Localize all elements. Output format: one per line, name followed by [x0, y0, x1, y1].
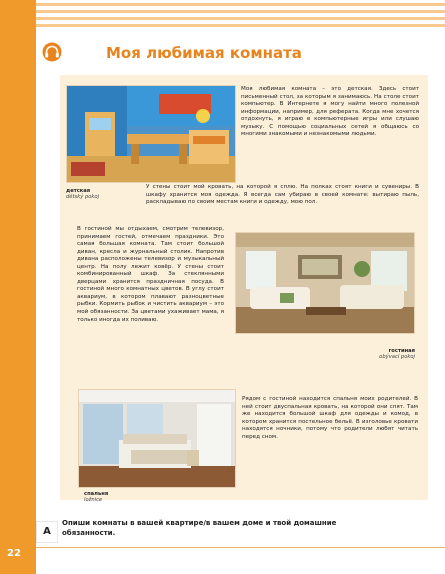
page-title: Моя любимая комната — [106, 44, 302, 62]
paragraph-kids-room-2: У стены стоит мой кровать, на которой я сплю. На полках стоят книги и сувениры. В шкафу хранится моя одежда. Я всегда сам убираю в своей комнате: вытираю пыль, раскладываю по своим местам книги и одежду, мою пол. — [146, 184, 419, 206]
paragraph-kids-room: Моя любимая комната – это детская. Здесь стоит письменный стол, за которым я занимаюсь. На столе стоит компьютер. В Интернете я могу найти много полезной информации, например, для реферата. Когда мне хочется отдохнуть, я играю в компьютерные игры или слушаю музыку. С помощью социальных сетей я общаюсь со многими знакомыми и незнакомыми людьми. — [241, 86, 419, 138]
bedroom-photo — [78, 389, 236, 488]
top-stripes — [36, 0, 445, 30]
paragraph-living-room: В гостиной мы отдыхаем, смотрим телевизор, принимаем гостей, отмечаем праздники. Это самая большая комната. Там стоит большой диван, кресла и журнальный столик. Напротив дивана расположены телевизор и музыкальный центр. На полу лежит ковёр. У стены стоит комбинированный шкаф. За стеклянными дверцами хранится праздничная посуда. В гостиной много комнатных цветов. В углу стоит аквариум, в котором плавают разноцветные рыбки. Кормить рыбок и чистить аквариум – это мой обязанности. За цветами ухаживает мама, я только иногда их поливаю. — [77, 226, 224, 323]
headphones-icon — [42, 42, 62, 62]
page-number: 22 — [7, 548, 21, 559]
paragraph-bedroom: Рядом с гостиной находится спальня моих родителей. В ней стоит двуспальная кровать, на которой они спят. Там же находится большой шкаф для одежды и комод, в котором хранится постельное бельё. В изголовье кровати находятся ночники, потому что родители любят читать перед сном. — [242, 396, 418, 440]
title-row — [36, 38, 445, 66]
living-room-photo — [235, 232, 415, 334]
kids-room-photo — [66, 85, 236, 183]
exercise-text: Опиши комнаты в вашей квартире/в вашем доме и твой домашние обязанности. — [62, 519, 337, 537]
left-margin-band — [0, 0, 36, 574]
exercise-label: A — [36, 521, 58, 543]
living-room-caption: гостиная obývací pokoj — [379, 348, 415, 361]
footer-divider — [36, 547, 445, 548]
kids-room-caption: детская dětský pokoj — [66, 188, 100, 201]
bedroom-caption: спальня ložnice — [84, 491, 109, 504]
